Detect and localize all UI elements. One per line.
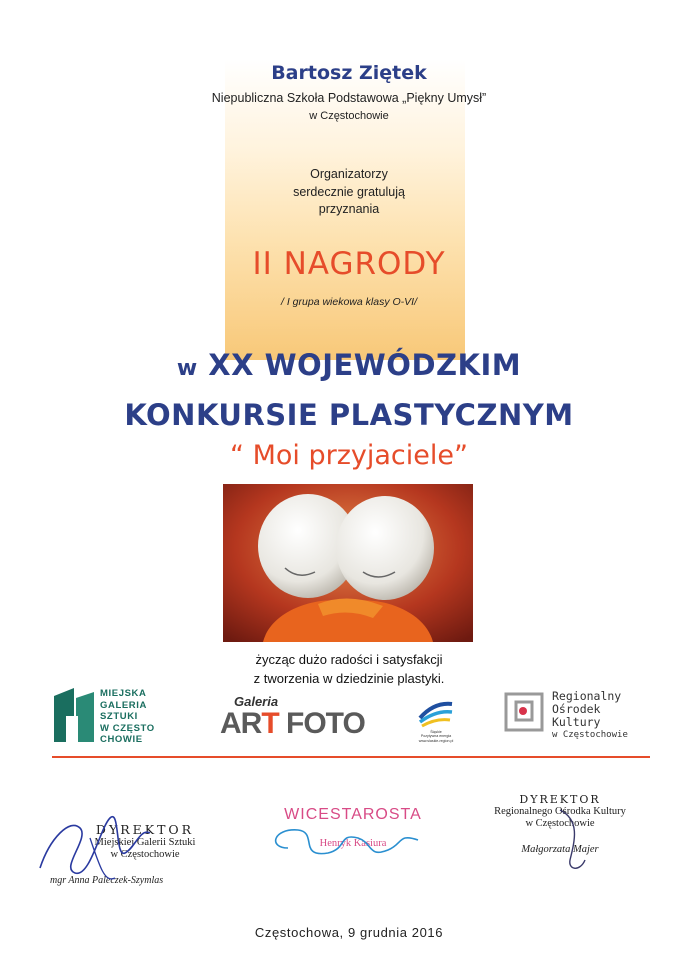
divider-line xyxy=(52,756,650,758)
artfoto-accent: T xyxy=(261,707,279,740)
school-name: Niepubliczna Szkoła Podstawowa „Piękny Umysł” xyxy=(211,91,487,105)
age-group: / I grupa wiekowa klasy O-VI/ xyxy=(281,296,417,308)
mgs-logo xyxy=(52,686,177,746)
signature-name: mgr Anna Paleczek-Szymlas xyxy=(50,875,164,886)
school-city: w Częstochowie xyxy=(309,110,389,122)
contest-line1: XX WOJEWÓDZKIM xyxy=(208,348,522,382)
wishes-line: z tworzenia w dziedzinie plastyki. xyxy=(253,671,445,686)
organizers-line: serdecznie gratulują xyxy=(293,184,405,199)
contest-title xyxy=(0,342,698,438)
rok-logo-line: Ośrodek xyxy=(552,702,601,716)
slaskie-logo-line: Pozytywna energia xyxy=(420,734,452,739)
rok-logo-line: Regionalny xyxy=(552,689,622,703)
mgs-logo-line: GALERIA xyxy=(100,699,147,711)
artfoto-part: FOTO xyxy=(278,707,365,740)
signature-role: DYREKTOR xyxy=(519,793,601,806)
rok-logo xyxy=(502,690,662,746)
rok-logo-line: Kultury xyxy=(552,715,601,729)
slaskie-logo-line: www.slaskie-region.pl xyxy=(418,738,454,743)
award-title: II NAGRODY xyxy=(252,246,446,282)
slaskie-logo-line: Śląskie xyxy=(430,730,442,734)
rok-logo-mark xyxy=(502,690,546,734)
organizers-text xyxy=(0,166,698,219)
mgs-logo-line: SZTUKI xyxy=(100,711,138,722)
artfoto-logo xyxy=(220,694,385,746)
mgs-logo-text xyxy=(100,688,155,746)
contest-theme: “ Moi przyjaciele” xyxy=(230,440,468,471)
organizers-line: przyznania xyxy=(318,202,380,216)
signature-middle xyxy=(268,806,438,849)
signature-org-line: Miejskiej Galerii Sztuki xyxy=(94,837,196,848)
signature-right xyxy=(455,793,665,855)
signature-role: WICESTAROSTA xyxy=(284,806,422,823)
signature-org-line: Regionalnego Ośrodka Kultury xyxy=(494,806,626,817)
artfoto-wordmark xyxy=(220,707,365,741)
mgs-logo-line: CHOWIE xyxy=(100,734,143,745)
mgs-logo-line: MIEJSKA xyxy=(100,688,147,699)
signature-left xyxy=(40,822,250,886)
rok-logo-line: w Częstochowie xyxy=(552,730,628,740)
signature-role: DYREKTOR xyxy=(95,822,195,837)
slaskie-logo xyxy=(412,698,458,744)
artfoto-part: AR xyxy=(220,707,262,740)
organizers-line: Organizatorzy xyxy=(310,167,388,181)
slaskie-logo-text xyxy=(414,730,458,743)
signature-org-line: w Częstochowie xyxy=(525,818,595,829)
artwork-image xyxy=(223,484,473,642)
mgs-logo-mark xyxy=(52,686,96,744)
wishes-text xyxy=(0,650,698,688)
artfoto-label: Galeria xyxy=(234,694,279,709)
rok-logo-text xyxy=(552,690,628,742)
signature-org-line: w Częstochowie xyxy=(110,849,180,860)
signature-name: Henryk Kasiura xyxy=(319,838,387,849)
wishes-line: życząc dużo radości i satysfakcji xyxy=(255,652,443,667)
mgs-logo-line: W CZĘSTO xyxy=(100,722,155,734)
issue-date: Częstochowa, 9 grudnia 2016 xyxy=(254,925,444,940)
recipient-name: Bartosz Ziętek xyxy=(271,62,427,84)
signature-name: Małgorzata Majer xyxy=(521,844,599,855)
slaskie-logo-mark xyxy=(412,698,458,730)
contest-prefix: w xyxy=(176,356,198,381)
contest-line2: KONKURSIE PLASTYCZNYM xyxy=(124,398,574,432)
